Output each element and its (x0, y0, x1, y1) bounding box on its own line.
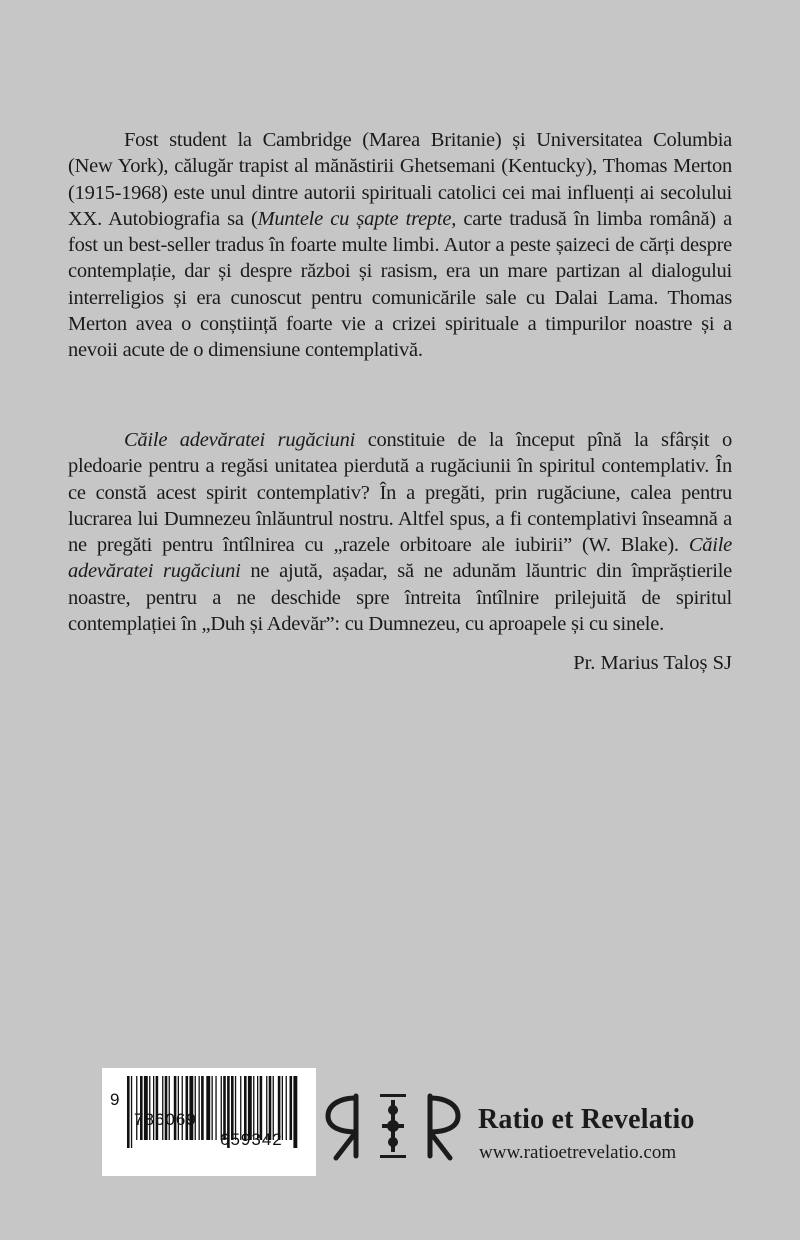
book-summary-paragraph (68, 427, 732, 637)
barcode-first-digit: 9 (110, 1090, 121, 1109)
publisher-name: Ratio et Revelatio (478, 1104, 695, 1135)
book-title-emphasis: Căile adevăratei rugăciuni (68, 534, 732, 583)
description-paragraph (68, 127, 732, 364)
summary-text: constituie de la început pînă la sfârșit o pledoarie pentru a regăsi unitatea pierdută a rugăciunii în spiritul contemplativ. În ce constă acest spirit contemplativ? În a pregăti, prin rugăciune, calea pentru lucrarea lui Dumnezeu înlăuntrul nostru. Altfel spus, a fi contemplativi înseamnă a ne pregăti pentru întîlnirea cu „razele orbitoare ale iubirii” (W. Blake). (68, 429, 732, 557)
author-signature: Pr. Marius Taloș SJ (573, 652, 732, 674)
barcode-digits (102, 1070, 316, 1170)
publisher-url-link[interactable]: www.ratioetrevelatio.com (479, 1142, 677, 1163)
book-title-emphasis: Căile adevăratei rugăciuni (124, 429, 356, 451)
summary-text: ne ajută, așadar, să ne adunăm lăuntric din împrăștierile noastre, pentru a ne deschide spre întreita întîlnire prilejuită de spiritul contemplației în „Duh și Adevăr”: cu Dumnezeu, cu aproapele și cu sinele. (68, 560, 732, 636)
barcode-left-group: 786069 (134, 1110, 197, 1129)
isbn-barcode (102, 1068, 316, 1176)
book-title-emphasis: Muntele cu șapte trepte (257, 207, 452, 230)
barcode-right-group: 659342 (220, 1130, 283, 1149)
paragraph-rest-text: , carte tradusă în limba română) a fost un best-seller tradus în foarte multe limbi. Autor a peste șaizeci de cărți despre contemplație, dar și despre război și rasism, era un mare partizan al dialogului interreligios și era cunoscut pentru comunicările sale cu Dalai Lama. Thomas Merton avea o conștiință foarte vie a crizei spirituale a timpurilor noastre și a nevoii acute de o dimensiune contemplativă. (68, 207, 733, 362)
rr-monogram-logo-icon (320, 1090, 466, 1162)
paragraph-intro-text: Fost student la Cambridge (Marea Britanie) și Universitatea Columbia (New York), călugăr trapist al mănăstirii Ghetsemani (Kentucky), Thomas Merton (1915-1968) este unul dintre autorii spirituali catolici cei mai influenți ai secolului XX. Autobiografia sa ( (68, 129, 732, 230)
